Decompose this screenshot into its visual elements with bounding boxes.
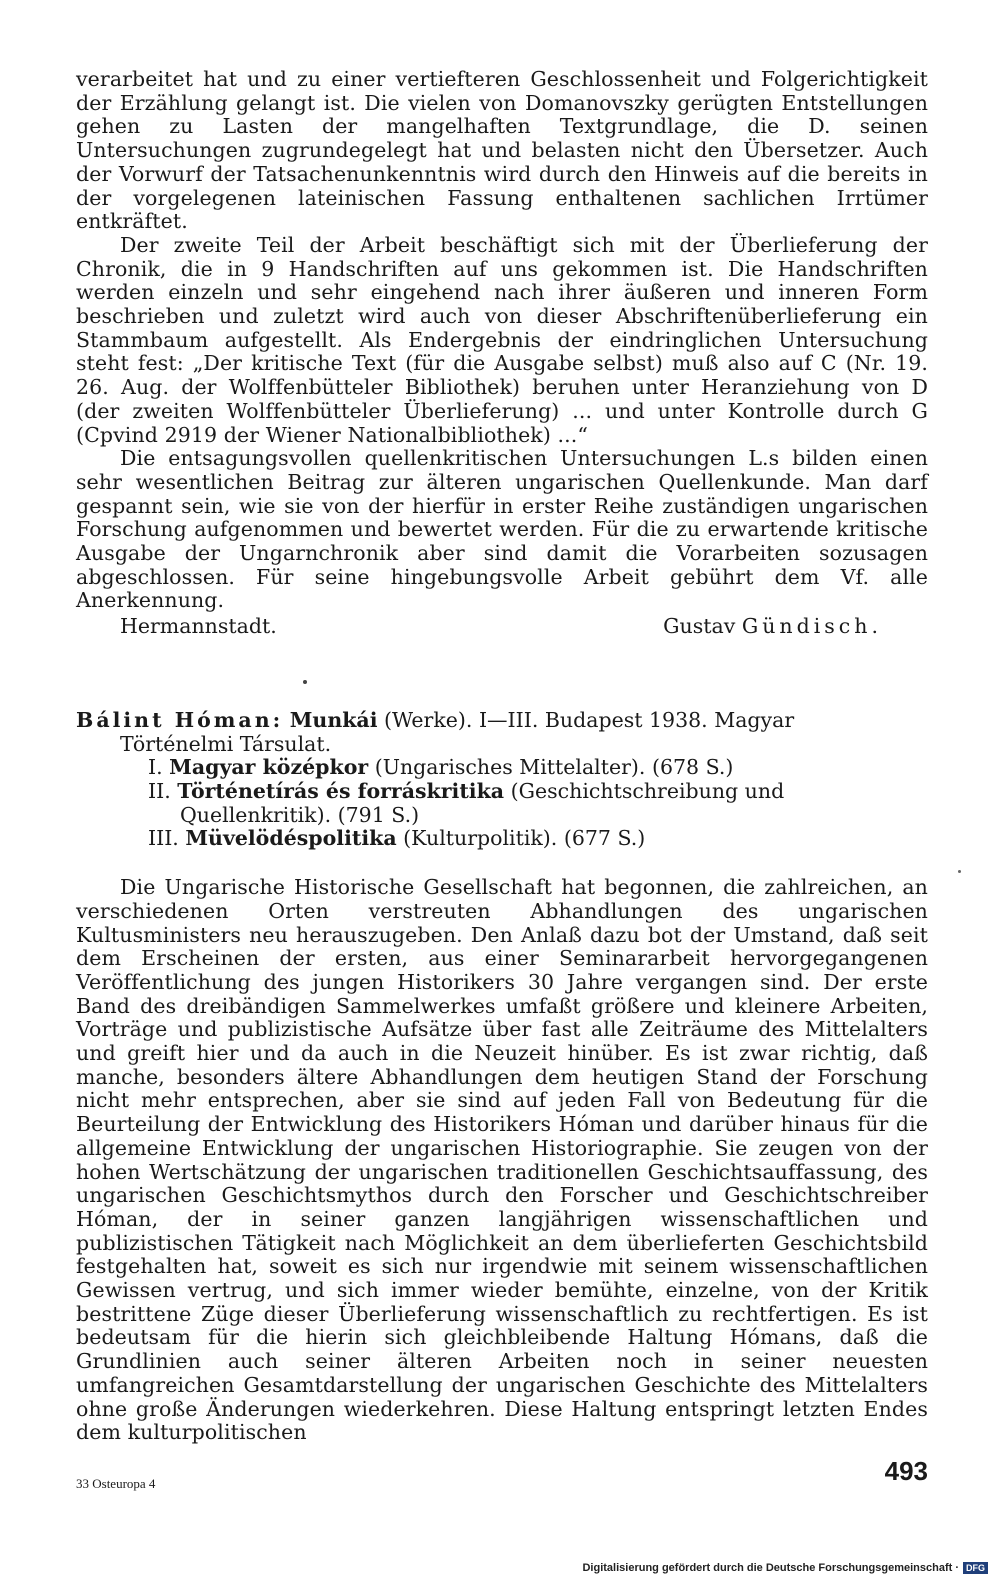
review1-paragraph-1: verarbeitet hat und zu einer vertiefteren Geschlossenheit und Folgerichtigkeit der Erzählung gelangt ist. Die vielen von Domanovszky gerügten Entstellungen gehen zu Lasten der mangelhaften Textgrundlage, die D. seinen Untersuchungen zugrundegelegt hat und belasten nicht den Übersetzer. Auch der Vorwurf der Tatsachenunkenntnis wird durch den Hinweis auf die bereits in der vorgelegenen lateinischen Fassung enthaltenen sachlichen Irrtümer entkräftet.: [76, 67, 928, 234]
review1-paragraph-2: Der zweite Teil der Arbeit beschäftigt sich mit der Überlieferung der Chronik, die in 9 Handschriften auf uns gekommen ist. Die Handschriften werden einzeln und sehr eingehend nach ihrer äußeren und inneren Form beschrieben und zuletzt wird auch von dieser Abschriftenüberlieferung ein Stammbaum aufgestellt. Als Endergebnis der eindringlichen Untersuchung steht fest: „Der kritische Text (für die Ausgabe selbst) muß also auf C (Nr. 19. 26. Aug. der Wolffenbütteler Bibliothek) beruhen unter Heranziehung von D (der zweiten Wolffenbütteler Überlieferung) ... und unter Kontrolle durch G (Cpvind 2919 der Wiener Nationalbibliothek) ...“: [76, 232, 928, 447]
review1-paragraph-3: Die entsagungsvollen quellenkritischen Untersuchungen L.s bilden einen sehr wesentlichen Beitrag zur älteren ungarischen Quellenkunde. Man darf gespannt sein, wie sie von der hierfür in erster Reihe zuständigen ungarischen Forschung aufgenommen und bewertet werden. Für die zu erwartende kritische Ausgabe der Ungarnchronik aber sind damit die Vorarbeiten sozusagen abgeschlossen. Für seine hingebungsvolle Arbeit gebührt dem Vf. alle Anerkennung.: [76, 446, 928, 613]
review2-title: Munkái: [289, 707, 378, 732]
review2-body: Die Ungarische Historische Gesellschaft hat begonnen, die zahlreichen, an verschiedenen Orten verstreuten Abhandlungen des ungarischen Kultusministers neu herauszugeben. Den Anlaß dazu bot der Umstand, daß seit dem Erscheinen der ersten, aus einer Seminararbeit hervorgegangenen Veröffentlichung des jungen Historikers 30 Jahre vergangen sind. Der erste Band des dreibändigen Sammelwerkes umfaßt größere und kleinere Arbeiten, Vorträge und publizistische Aufsätze über fast alle Zeiträume des Mittelalters und greift hier und da auch in die Neuzeit hinüber. Es ist zwar richtig, daß manche, besonders ältere Abhandlungen dem heutigen Stand der Forschung nicht mehr entsprechen, aber sie sind auf jeden Fall von Bedeutung für die Beurteilung der Entwicklung des Historikers Hóman und darüber hinaus für die allgemeine Entwicklung der ungarischen Historiographie. Sie zeugen von der hohen Wertschätzung der ungarischen traditionellen Geschichtsauffassung, des ungarischen Geschichtsmythos durch den Forscher und Geschichtschreiber Hóman, der in seiner ganzen langjährigen wissenschaftlichen und publizistischen Tätigkeit nach Möglichkeit an dem überlieferten Geschichtsbild festgehalten hat, soweit es sich nur irgendwie mit seinem wissenschaftlichen Gewissen vertrug, und sich immer wieder bemühte, einzelne, von der Kritik bestrittene Züge dieser Überlieferung wissenschaftlich zu rechtfertigen. Es ist bedeutsam für die hierin sich gleichbleibende Haltung Hómans, daß die Grundlinien auch seiner älteren Arbeiten noch in seiner neuesten umfangreichen Gesamtdarstellung der ungarischen Geschichte des Mittelalters ohne große Änderungen wiederkehren. Diese Haltung entspringt letzten Endes dem kulturpolitischen: [76, 875, 928, 1445]
review1-signature: [76, 615, 928, 639]
review1-place: Hermannstadt.: [120, 614, 277, 639]
review2-publisher: Történelmi Társulat.: [120, 731, 332, 756]
review2-author: Bálint Hóman:: [76, 707, 284, 732]
footer-signature: 33 Osteuropa 4: [76, 1476, 156, 1491]
page-content: [76, 68, 928, 1445]
volume-2: II. Történetírás és forráskritika (Geschichtschreibung und Quellenkritik). (791 S.): [148, 778, 785, 827]
review1-reviewer: Gustav Gündisch.: [663, 614, 882, 639]
stray-dot: [303, 680, 307, 684]
margin-mark: [958, 870, 961, 873]
digitization-text: Digitalisierung gefördert durch die Deutsche Forschungsgemeinschaft ·: [582, 1562, 959, 1574]
dfg-logo-icon: DFG: [963, 1562, 988, 1574]
digitization-notice: [582, 1562, 988, 1574]
review2-header-rest: (Werke). I—III. Budapest 1938. Magyar: [384, 707, 795, 732]
page-number: 493: [884, 1456, 928, 1486]
review2-header: [76, 709, 928, 756]
volume-1: I. Magyar középkor (Ungarisches Mittelalter). (678 S.): [148, 755, 734, 780]
volume-3: III. Müvelödéspolitika (Kulturpolitik). (677 S.): [148, 826, 646, 851]
